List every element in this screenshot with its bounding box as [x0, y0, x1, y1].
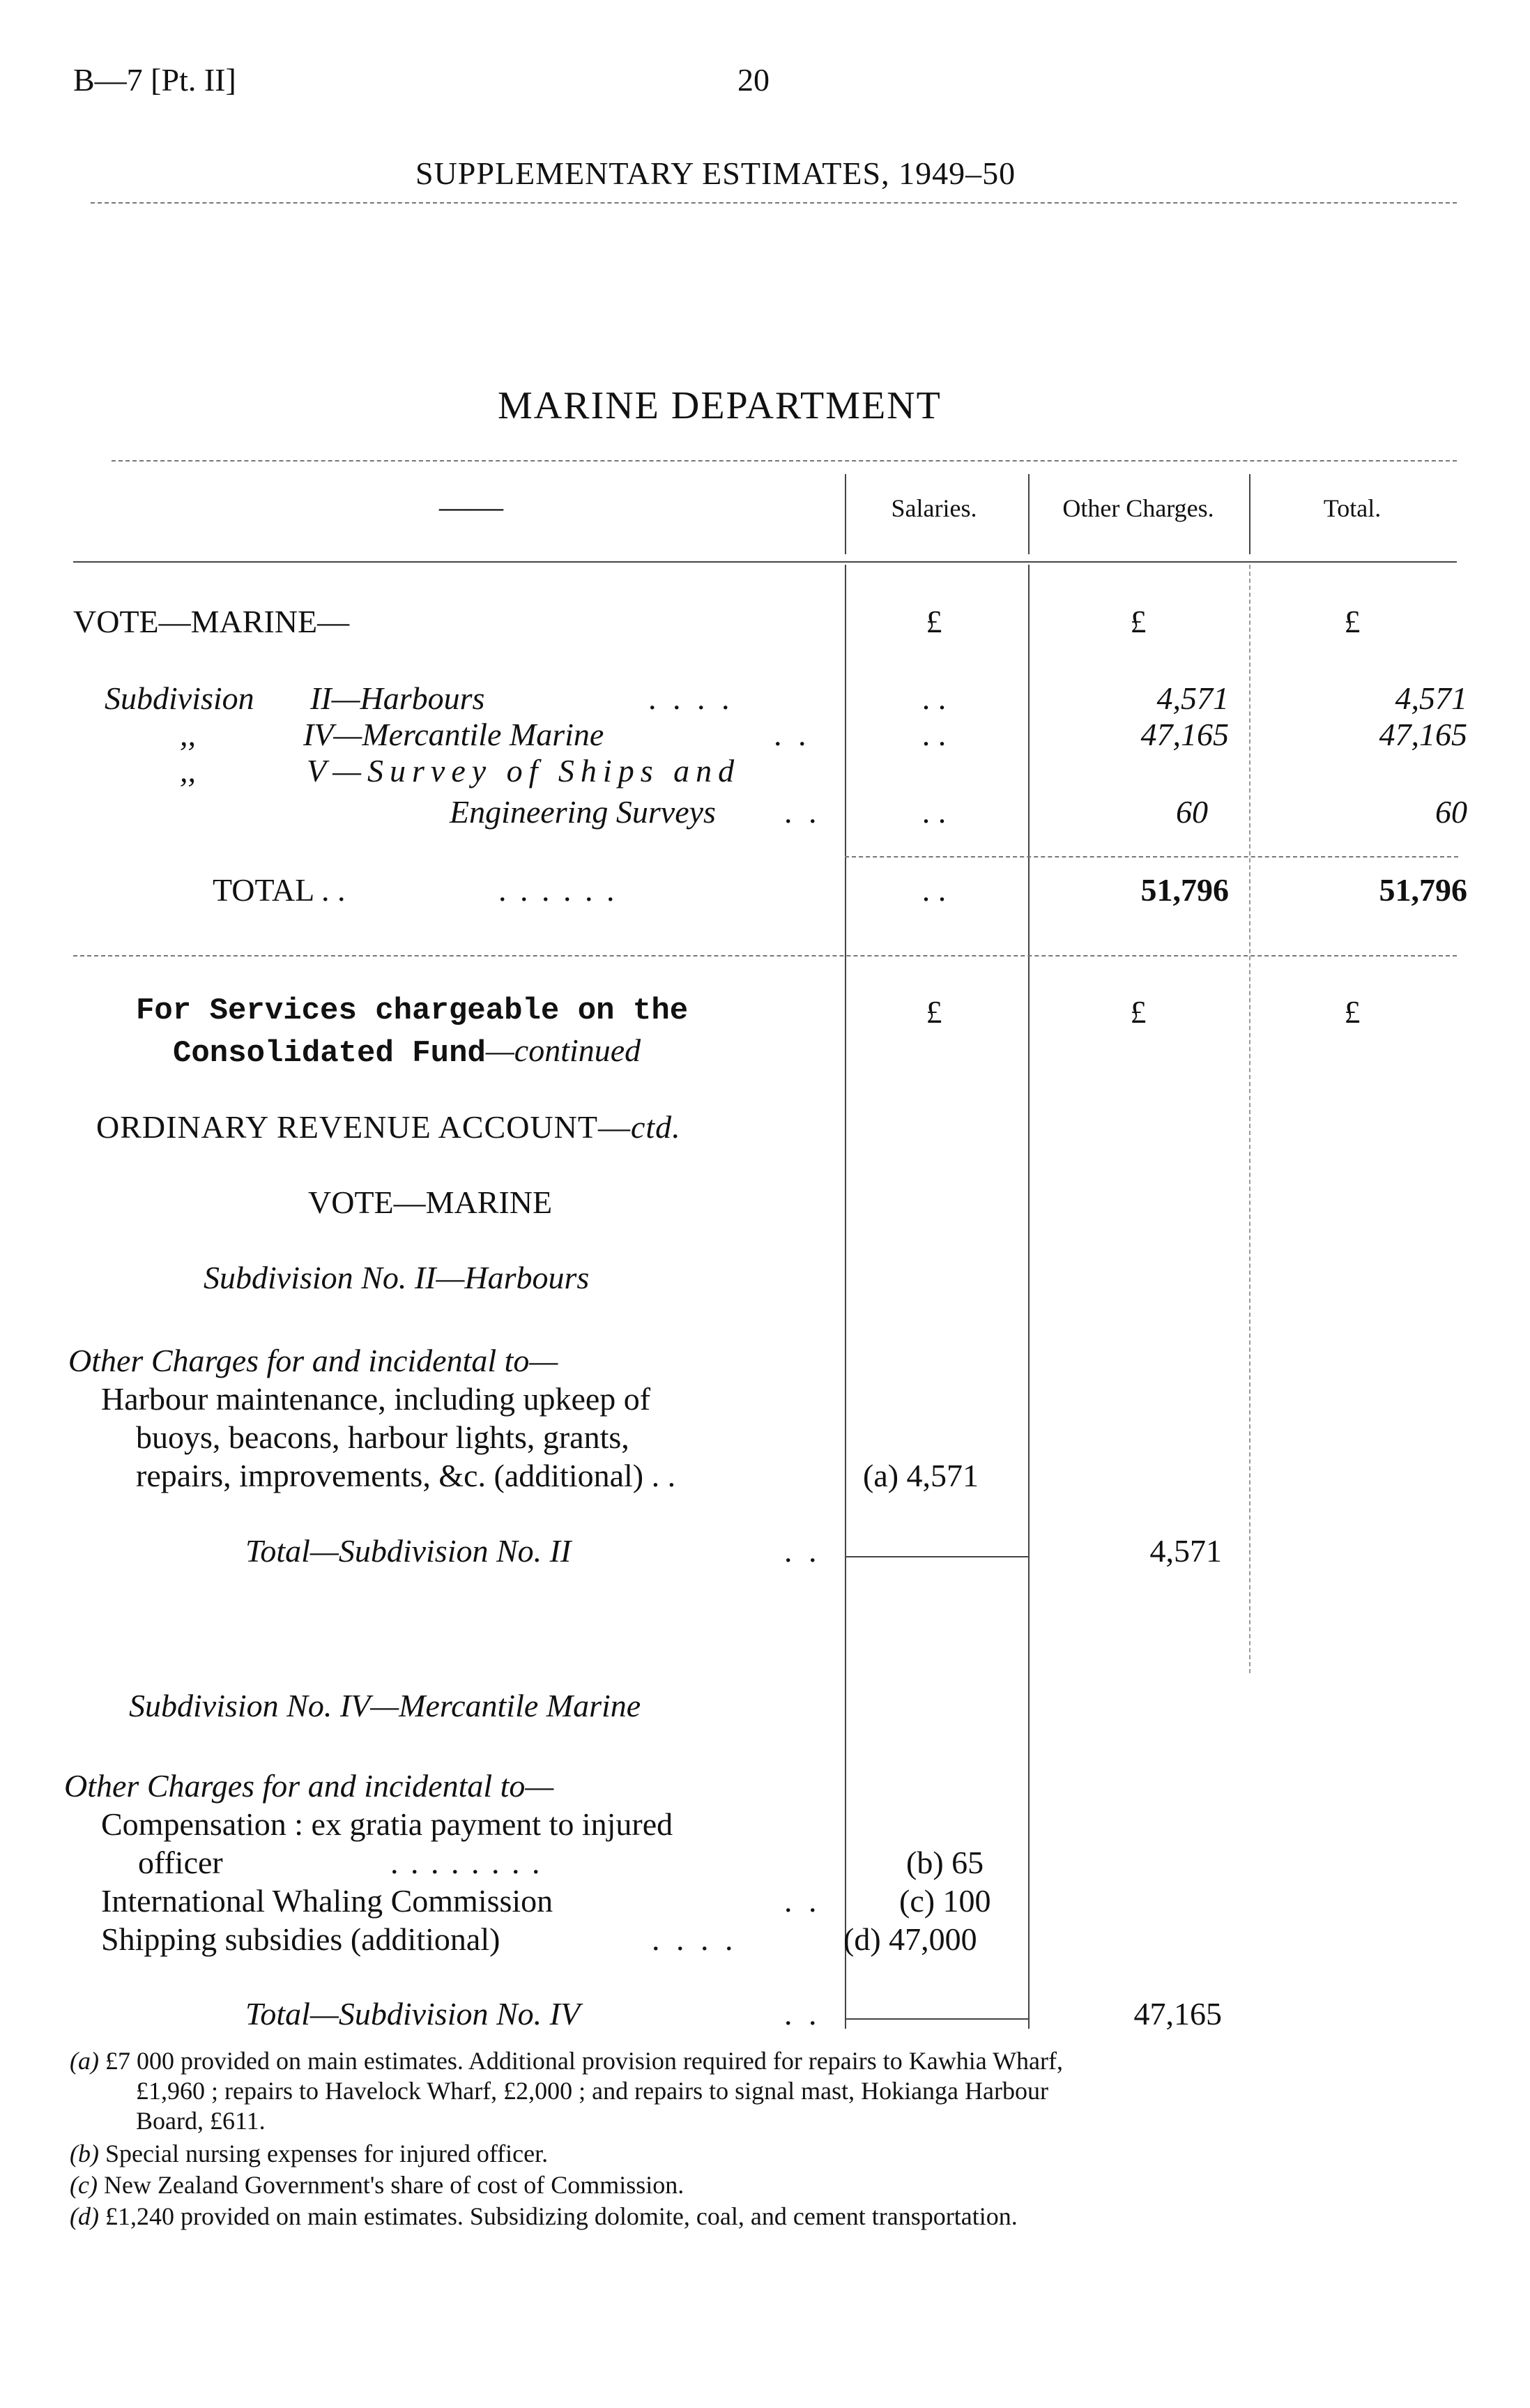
col-header-salaries: Salaries. — [891, 494, 977, 522]
footnote-c — [70, 2170, 684, 2200]
summary-row-dots: . . . . — [648, 680, 734, 716]
services-heading-line2 — [173, 1032, 641, 1071]
account-heading — [96, 1108, 681, 1145]
summary-row-label-continued: Engineering Surveys — [450, 794, 716, 830]
summary-row-dots: . . — [774, 717, 811, 752]
summary-row-other: 60 — [1176, 794, 1208, 830]
summary-total-label: TOTAL . . — [213, 872, 346, 908]
sub2-heading: Subdivision No. II—Harbours — [204, 1260, 590, 1295]
col-header-total: Total. — [1323, 494, 1382, 522]
services-heading-line1: For Services chargeable on the — [136, 993, 689, 1028]
summary-row-prefix: ,, — [180, 753, 196, 788]
summary-row-label: V—Survey of Ships and — [307, 753, 741, 788]
summary-total-salaries: . . — [921, 872, 947, 908]
sub4-compensation-line1: Compensation : ex gratia payment to injured — [101, 1806, 673, 1842]
services-heading-fund: Consolidated Fund — [173, 1036, 486, 1071]
document-reference: B—7 [Pt. II] — [73, 62, 236, 98]
footnote-a-line3: Board, £611. — [136, 2107, 266, 2135]
summary-total-total: 51,796 — [1379, 872, 1467, 908]
department-title: MARINE DEPARTMENT — [498, 384, 942, 427]
account-heading-ctd: ctd. — [630, 1109, 681, 1145]
currency-salaries: £ — [926, 604, 942, 639]
footnote-b — [70, 2139, 548, 2168]
currency-other-charges: £ — [1130, 604, 1147, 639]
summary-row-label: IV—Mercantile Marine — [303, 717, 604, 752]
summary-row-prefix: Subdivision — [105, 680, 254, 716]
footnote-text: Special nursing expenses for injured officer. — [105, 2140, 549, 2167]
footnote-mark: (c) — [70, 2171, 98, 2199]
summary-row-other: 47,165 — [1140, 717, 1229, 752]
summary-row-salaries: . . — [921, 794, 947, 830]
sub2-item-amount: (a) 4,571 — [863, 1458, 979, 1493]
col-divider-3 — [1249, 565, 1250, 1673]
sub4-compensation-amount: (b) 65 — [906, 1845, 984, 1880]
sub2-other-charges: Other Charges for and incidental to— — [68, 1343, 558, 1378]
footnote-mark: (d) — [70, 2202, 99, 2230]
stub-dash: —— — [439, 489, 503, 524]
summary-row-prefix: ,, — [180, 717, 196, 752]
page-title: SUPPLEMENTARY ESTIMATES, 1949–50 — [415, 155, 1016, 191]
summary-bottom-rule — [73, 955, 1457, 957]
header-bottom-rule — [73, 561, 1457, 563]
col-divider-1-head — [845, 474, 846, 554]
footnote-mark: (b) — [70, 2140, 99, 2167]
sub4-total-label: Total—Subdivision No. IV — [245, 1996, 581, 2032]
sub2-item-line3: repairs, improvements, &c. (additional) . . — [136, 1458, 676, 1493]
footnote-mark: (a) — [70, 2047, 99, 2075]
summary-row-total: 47,165 — [1379, 717, 1467, 752]
services-heading-continued: —continued — [485, 1032, 641, 1068]
summary-total-dots: . . . . . . — [498, 872, 618, 908]
sub2-total-dots: . . — [784, 1533, 821, 1569]
header-rule — [91, 202, 1457, 204]
page-number: 20 — [737, 62, 770, 98]
summary-row-salaries: . . — [921, 717, 947, 752]
sub4-compensation-dots: . . . . . . . . — [390, 1845, 542, 1880]
sub4-shipping-label: Shipping subsidies (additional) — [101, 1921, 500, 1957]
sub4-heading: Subdivision No. IV—Mercantile Marine — [129, 1688, 641, 1723]
summary-vote-heading: VOTE—MARINE— — [73, 604, 350, 639]
sub2-total-amount: 4,571 — [1149, 1533, 1222, 1569]
sub4-subtotal-rule — [845, 2018, 1028, 2020]
account-heading-text: ORDINARY REVENUE ACCOUNT— — [96, 1109, 631, 1145]
summary-total-other: 51,796 — [1140, 872, 1229, 908]
col-divider-3-head — [1249, 474, 1250, 554]
sub4-shipping-amount: (d) 47,000 — [843, 1921, 977, 1957]
col-divider-1 — [845, 565, 846, 2029]
sub4-other-charges: Other Charges for and incidental to— — [64, 1768, 554, 1804]
summary-row-label: II—Harbours — [310, 680, 485, 716]
detail-vote-heading: VOTE—MARINE — [308, 1184, 553, 1220]
detail-currency-salaries: £ — [926, 994, 942, 1030]
summary-row-total: 60 — [1435, 794, 1467, 830]
footnote-text: £1,240 provided on main estimates. Subsidizing dolomite, coal, and cement transportation. — [105, 2202, 1018, 2230]
footnote-d — [70, 2202, 1018, 2231]
sub4-compensation-line2: officer — [138, 1845, 223, 1880]
sub4-total-amount: 47,165 — [1133, 1996, 1222, 2032]
sub2-total-label: Total—Subdivision No. II — [245, 1533, 572, 1569]
sub2-item-line2: buoys, beacons, harbour lights, grants, — [136, 1419, 629, 1455]
col-divider-2 — [1028, 565, 1030, 2029]
summary-row-dots: . . — [784, 794, 821, 830]
summary-row-salaries: . . — [921, 680, 947, 716]
col-header-other-charges: Other Charges. — [1062, 494, 1214, 522]
sub4-whaling-dots: . . — [784, 1883, 821, 1919]
footnote-text: £7 000 provided on main estimates. Additional provision required for repairs to Kawhia Wharf, — [105, 2047, 1063, 2075]
sub2-item-line1: Harbour maintenance, including upkeep of — [101, 1381, 651, 1417]
sub2-subtotal-rule — [845, 1556, 1028, 1557]
detail-currency-other: £ — [1130, 994, 1147, 1030]
col-divider-2-head — [1028, 474, 1030, 554]
total-top-rule — [845, 856, 1458, 858]
detail-currency-total: £ — [1344, 994, 1361, 1030]
footnote-text: New Zealand Government's share of cost of Commission. — [103, 2171, 684, 2199]
currency-total: £ — [1344, 604, 1361, 639]
sub4-whaling-amount: (c) 100 — [899, 1883, 991, 1919]
sub4-whaling-label: International Whaling Commission — [101, 1883, 553, 1919]
summary-row-other: 4,571 — [1156, 680, 1229, 716]
summary-row-total: 4,571 — [1395, 680, 1467, 716]
sub4-total-dots: . . — [784, 1996, 821, 2032]
footnote-a — [70, 2046, 1063, 2075]
footnote-a-line2: £1,960 ; repairs to Havelock Wharf, £2,000 ; and repairs to signal mast, Hokianga Harbour — [136, 2077, 1048, 2105]
sub4-shipping-dots: . . . . — [652, 1921, 737, 1957]
table-top-rule — [112, 460, 1457, 462]
